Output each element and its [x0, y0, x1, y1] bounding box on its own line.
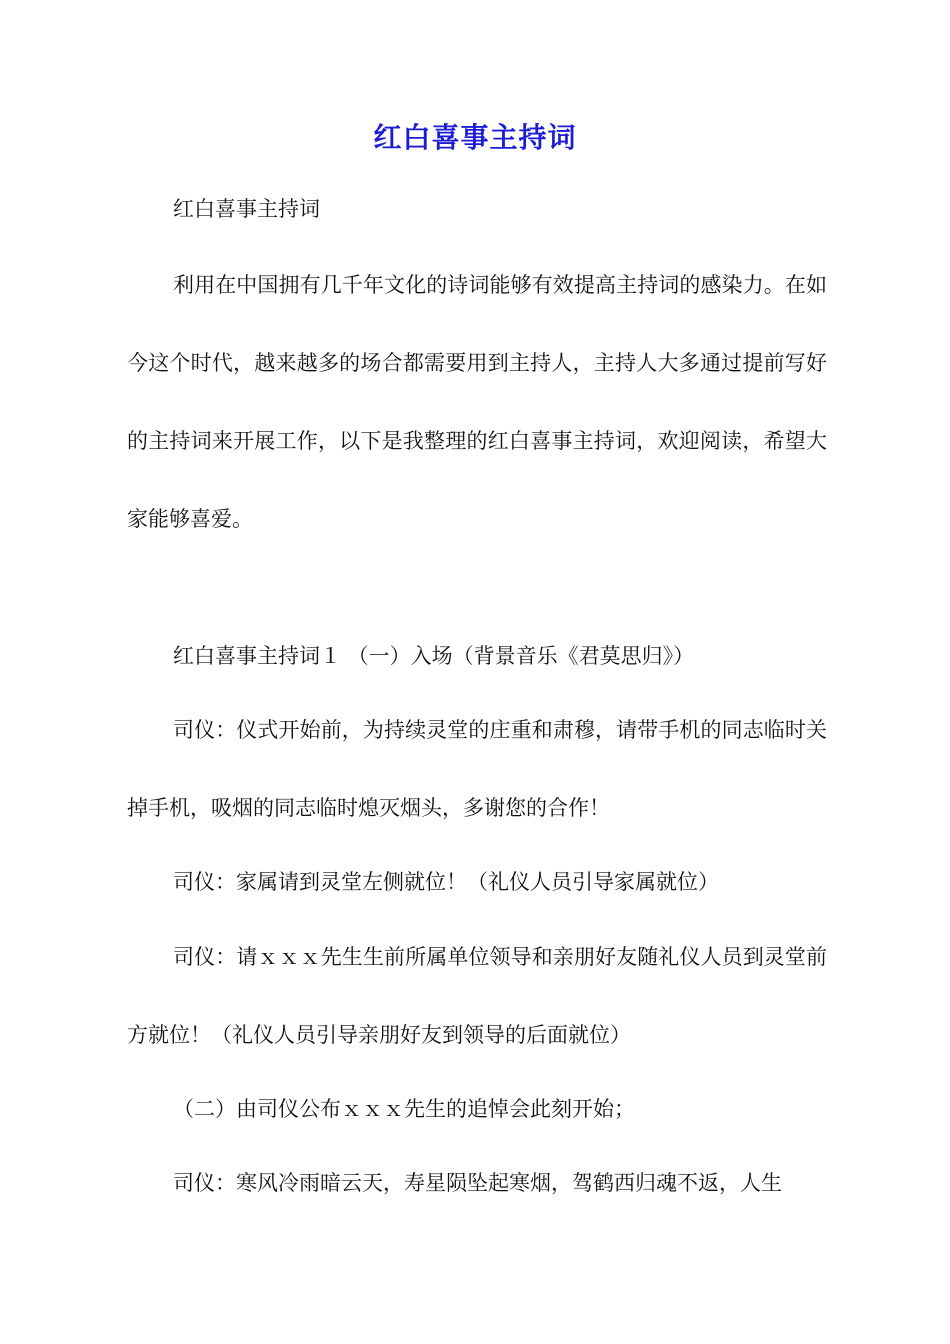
document-title: 红白喜事主持词	[373, 121, 577, 154]
intro-paragraph: 利用在中国拥有几千年文化的诗词能够有效提高主持词的感染力。在如今这个时代，越来越多的场合都需要用到主持人，主持人大多通过提前写好的主持词来开展工作，以下是我整理的红白喜事主持词，欢迎阅读，希望大家能够喜爱。	[127, 273, 827, 531]
section-heading: 红白喜事主持词１ （一）入场（背景音乐《君莫思归》）	[173, 644, 695, 668]
speech-paragraph: （二）由司仪公布ｘｘｘ先生的追悼会此刻开始；	[173, 1097, 635, 1121]
speech-paragraph: 司仪：家属请到灵堂左侧就位！（礼仪人员引导家属就位）	[173, 870, 719, 894]
speech-paragraph: 司仪：请ｘｘｘ先生生前所属单位领导和亲朋好友随礼仪人员到灵堂前方就位！（礼仪人员引导亲朋好友到领导的后面就位）	[127, 945, 827, 1047]
subtitle-paragraph: 红白喜事主持词	[173, 197, 320, 221]
speech-paragraph: 司仪：寒风冷雨暗云天，寿星陨坠起寒烟，驾鹤西归魂不返，人生	[173, 1171, 782, 1195]
speech-paragraph: 司仪：仪式开始前，为持续灵堂的庄重和肃穆，请带手机的同志临时关掉手机，吸烟的同志临时熄灭烟头，多谢您的合作！	[127, 718, 827, 820]
